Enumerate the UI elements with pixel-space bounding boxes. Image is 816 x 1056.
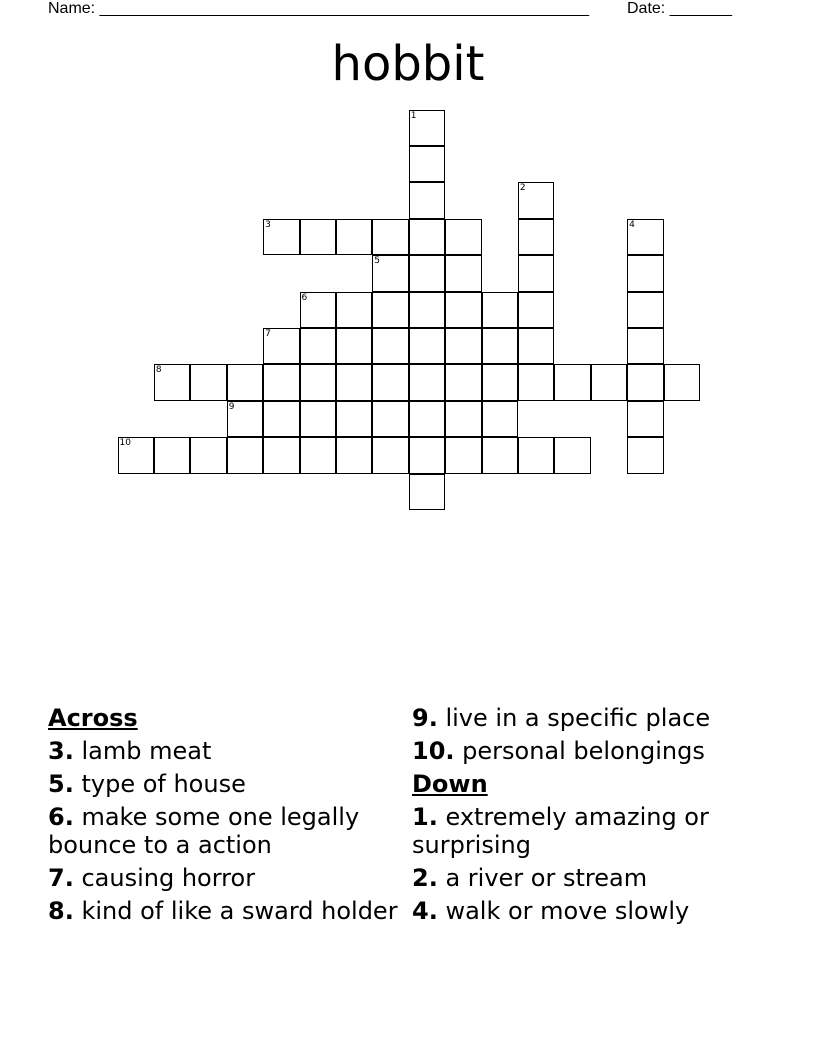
grid-cell[interactable]	[409, 437, 446, 474]
grid-cell[interactable]	[627, 437, 664, 474]
grid-cell[interactable]	[336, 292, 373, 329]
puzzle-title: hobbit	[331, 36, 485, 92]
grid-cell[interactable]	[409, 328, 446, 365]
grid-cell[interactable]	[554, 364, 591, 401]
grid-cell[interactable]	[372, 364, 409, 401]
grid-cell[interactable]	[227, 364, 264, 401]
grid-cell[interactable]	[300, 364, 337, 401]
grid-cell[interactable]	[300, 219, 337, 256]
grid-cell[interactable]	[263, 401, 300, 438]
clue-text: causing horror	[81, 864, 256, 892]
clue-across-9	[412, 704, 772, 732]
grid-cell[interactable]	[190, 364, 227, 401]
clue-number-label: 1	[410, 110, 417, 121]
grid-cell[interactable]	[518, 292, 555, 329]
grid-cell[interactable]	[300, 328, 337, 365]
clue-text: personal belongings	[462, 737, 705, 765]
across-heading: Across	[48, 704, 138, 732]
grid-cell[interactable]	[372, 255, 409, 292]
grid-cell[interactable]	[409, 292, 446, 329]
grid-cell[interactable]	[300, 292, 337, 329]
grid-cell[interactable]	[627, 328, 664, 365]
grid-cell[interactable]	[372, 437, 409, 474]
clue-across-7	[48, 864, 400, 892]
grid-cell[interactable]	[300, 401, 337, 438]
grid-cell[interactable]	[372, 292, 409, 329]
grid-cell[interactable]	[627, 219, 664, 256]
grid-cell[interactable]	[409, 401, 446, 438]
grid-cell[interactable]	[409, 146, 446, 183]
clue-down-4	[412, 897, 772, 925]
grid-cell[interactable]	[372, 401, 409, 438]
clue-number: 2.	[412, 864, 438, 892]
clue-number: 7.	[48, 864, 74, 892]
grid-cell[interactable]	[518, 182, 555, 219]
clue-number: 9.	[412, 704, 438, 732]
grid-cell[interactable]	[336, 364, 373, 401]
clue-number-label: 7	[265, 328, 271, 339]
grid-cell[interactable]	[263, 219, 300, 256]
grid-cell[interactable]	[445, 219, 482, 256]
grid-cell[interactable]	[336, 219, 373, 256]
grid-cell[interactable]	[227, 401, 264, 438]
grid-cell[interactable]	[627, 401, 664, 438]
clue-number: 1.	[412, 803, 438, 831]
grid-cell[interactable]	[445, 255, 482, 292]
grid-cell[interactable]	[482, 364, 519, 401]
clue-number-label: 8	[155, 365, 162, 376]
grid-cell[interactable]	[336, 401, 373, 438]
grid-cell[interactable]	[518, 437, 555, 474]
clue-text: a river or stream	[445, 864, 648, 892]
grid-cell[interactable]	[445, 328, 482, 365]
grid-cell[interactable]	[409, 364, 446, 401]
grid-cell[interactable]	[263, 364, 300, 401]
clues-column-left	[48, 704, 400, 930]
grid-cell[interactable]	[300, 437, 337, 474]
clue-across-3	[48, 737, 400, 765]
clue-number: 5.	[48, 770, 74, 798]
clue-across-5	[48, 770, 400, 798]
grid-cell[interactable]	[518, 364, 555, 401]
clue-text: extremely amazing or surprising	[412, 803, 709, 859]
grid-cell[interactable]	[591, 364, 628, 401]
clue-number: 4.	[412, 897, 438, 925]
clue-number: 10.	[412, 737, 455, 765]
grid-cell[interactable]	[154, 437, 191, 474]
clue-number-label: 10	[119, 438, 131, 449]
clue-number-label: 9	[228, 401, 235, 412]
grid-cell[interactable]	[664, 364, 701, 401]
grid-cell[interactable]	[118, 437, 155, 474]
date-field-label[interactable]: Date: _______	[627, 0, 732, 17]
grid-cell[interactable]	[372, 219, 409, 256]
clues-column-right	[412, 704, 772, 930]
name-field-label[interactable]: Name: _______________________________________________________	[48, 0, 589, 17]
grid-cell[interactable]	[409, 474, 446, 511]
grid-cell[interactable]	[445, 364, 482, 401]
grid-cell[interactable]	[482, 401, 519, 438]
clue-number: 8.	[48, 897, 74, 925]
clue-text: live in a specific place	[445, 704, 711, 732]
grid-cell[interactable]	[482, 292, 519, 329]
down-heading: Down	[412, 770, 488, 798]
grid-cell[interactable]	[554, 437, 591, 474]
grid-cell[interactable]	[263, 437, 300, 474]
clue-number-label: 5	[374, 256, 381, 267]
clue-number: 3.	[48, 737, 74, 765]
grid-cell[interactable]	[409, 182, 446, 219]
grid-cell[interactable]	[445, 292, 482, 329]
grid-cell[interactable]	[445, 401, 482, 438]
grid-cell[interactable]	[445, 437, 482, 474]
grid-cell[interactable]	[336, 328, 373, 365]
grid-cell[interactable]	[227, 437, 264, 474]
grid-cell[interactable]	[409, 255, 446, 292]
grid-cell[interactable]	[336, 437, 373, 474]
grid-cell[interactable]	[409, 219, 446, 256]
grid-cell[interactable]	[518, 328, 555, 365]
clue-down-2	[412, 864, 772, 892]
grid-cell[interactable]	[482, 328, 519, 365]
grid-cell[interactable]	[518, 219, 555, 256]
clue-number-label: 4	[629, 219, 635, 230]
clue-text: walk or move slowly	[445, 897, 690, 925]
grid-cell[interactable]	[482, 437, 519, 474]
clue-across-10	[412, 737, 772, 765]
grid-cell[interactable]	[627, 292, 664, 329]
grid-cell[interactable]	[190, 437, 227, 474]
grid-cell[interactable]	[263, 328, 300, 365]
clue-text: kind of like a sward holder	[81, 897, 398, 925]
clue-down-1	[412, 803, 772, 859]
clue-text: type of house	[81, 770, 246, 798]
clue-number: 6.	[48, 803, 74, 831]
grid-cell[interactable]	[409, 110, 446, 147]
clue-number-label: 3	[265, 219, 271, 230]
clue-across-6	[48, 803, 400, 859]
grid-cell[interactable]	[372, 328, 409, 365]
clue-text: lamb meat	[81, 737, 212, 765]
grid-cell[interactable]	[518, 255, 555, 292]
clue-text: make some one legally bounce to a action	[48, 803, 360, 859]
grid-cell[interactable]	[154, 364, 191, 401]
grid-cell[interactable]	[627, 255, 664, 292]
grid-cell[interactable]	[627, 364, 664, 401]
clue-across-8	[48, 897, 400, 925]
clue-number-label: 2	[519, 183, 526, 194]
clue-number-label: 6	[301, 292, 308, 303]
